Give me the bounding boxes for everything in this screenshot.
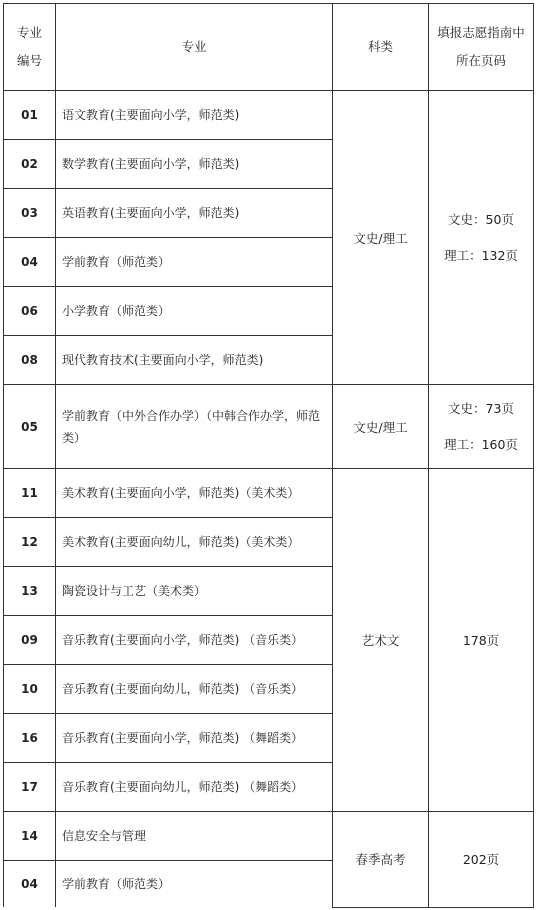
category-cell: 文史/理工 bbox=[333, 385, 429, 469]
major-name: 学前教育（中外合作办学）（中韩合作办学，师范类） bbox=[56, 385, 333, 469]
major-code: 17 bbox=[4, 763, 56, 812]
page-line: 文史：50页 bbox=[448, 211, 514, 227]
major-name: 美术教育(主要面向小学，师范类)（美术类） bbox=[56, 469, 333, 518]
page-cell bbox=[429, 91, 534, 385]
major-name: 语文教育(主要面向小学，师范类) bbox=[56, 91, 333, 140]
major-name: 信息安全与管理 bbox=[56, 812, 333, 861]
major-code: 09 bbox=[4, 616, 56, 665]
table-header-row bbox=[4, 4, 534, 91]
major-name: 音乐教育(主要面向小学，师范类) （舞蹈类） bbox=[56, 714, 333, 763]
major-code: 04 bbox=[4, 861, 56, 908]
header-page-line2: 所在页码 bbox=[455, 53, 506, 68]
major-name: 现代教育技术(主要面向小学，师范类) bbox=[56, 336, 333, 385]
major-name: 英语教育(主要面向小学，师范类) bbox=[56, 189, 333, 238]
page-cell bbox=[429, 385, 534, 469]
major-code: 14 bbox=[4, 812, 56, 861]
major-name: 音乐教育(主要面向小学，师范类) （音乐类） bbox=[56, 616, 333, 665]
table-row bbox=[4, 385, 534, 469]
major-name: 小学教育（师范类） bbox=[56, 287, 333, 336]
major-code: 10 bbox=[4, 665, 56, 714]
major-name: 学前教育（师范类） bbox=[56, 861, 333, 908]
category-cell: 文史/理工 bbox=[333, 91, 429, 385]
header-category: 科类 bbox=[333, 4, 429, 91]
major-name: 美术教育(主要面向幼儿，师范类)（美术类） bbox=[56, 518, 333, 567]
header-page-line1: 填报志愿指南中 bbox=[437, 25, 525, 40]
major-name: 学前教育（师范类） bbox=[56, 238, 333, 287]
page-line: 理工：132页 bbox=[444, 247, 518, 263]
major-code: 02 bbox=[4, 140, 56, 189]
table-row bbox=[4, 469, 534, 518]
table-row bbox=[4, 812, 534, 861]
major-code: 12 bbox=[4, 518, 56, 567]
page-cell: 202页 bbox=[429, 812, 534, 908]
major-code: 05 bbox=[4, 385, 56, 469]
major-code: 16 bbox=[4, 714, 56, 763]
major-code: 11 bbox=[4, 469, 56, 518]
major-code: 04 bbox=[4, 238, 56, 287]
page-line: 文史：73页 bbox=[448, 400, 514, 416]
major-code: 13 bbox=[4, 567, 56, 616]
majors-table bbox=[3, 3, 534, 908]
header-code-line1: 专业 bbox=[16, 25, 42, 40]
header-code-line2: 编号 bbox=[16, 53, 42, 68]
major-code: 06 bbox=[4, 287, 56, 336]
major-name: 音乐教育(主要面向幼儿，师范类) （音乐类） bbox=[56, 665, 333, 714]
category-cell: 春季高考 bbox=[333, 812, 429, 908]
page-cell: 178页 bbox=[429, 469, 534, 812]
major-name: 音乐教育(主要面向幼儿，师范类) （舞蹈类） bbox=[56, 763, 333, 812]
table-row bbox=[4, 91, 534, 140]
major-code: 03 bbox=[4, 189, 56, 238]
major-name: 数学教育(主要面向小学，师范类) bbox=[56, 140, 333, 189]
page-line: 理工：160页 bbox=[444, 436, 518, 452]
header-code bbox=[4, 4, 56, 91]
category-cell: 艺术文 bbox=[333, 469, 429, 812]
header-page bbox=[429, 4, 534, 91]
header-name: 专业 bbox=[56, 4, 333, 91]
major-code: 01 bbox=[4, 91, 56, 140]
major-name: 陶瓷设计与工艺（美术类） bbox=[56, 567, 333, 616]
major-code: 08 bbox=[4, 336, 56, 385]
